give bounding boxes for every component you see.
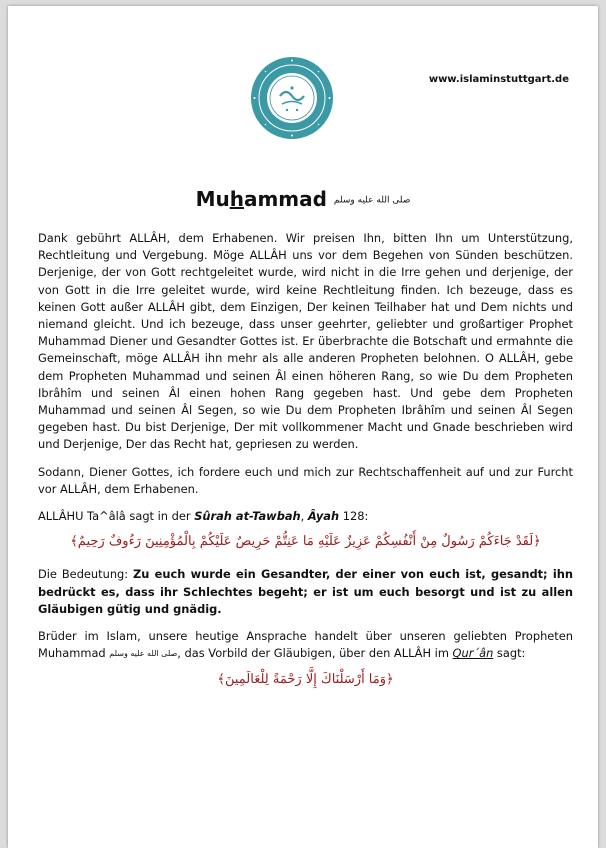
text-span: 128:: [339, 509, 369, 524]
meaning-label: Die Bedeutung:: [38, 567, 134, 582]
title-underlined-letter: h: [229, 187, 244, 211]
page-title: [8, 187, 598, 211]
quran-verse-1: ﴿لَقَدْ جَاءَكُمْ رَسُولٌ مِنْ أَنْفُسِكُمْ عَزِيزٌ عَلَيْهِ مَا عَنِتُّمْ حَرِيصٌ عَلَيْكُمْ بِالْمُؤْمِنِينَ رَءُوفٌ رَحِيمٌ﴾: [70, 534, 541, 550]
meaning-text: Zu euch wurde ein Gesandter, der einer von euch ist, gesandt; ihn bedrückt es, dass ihr Schlechtes begeht; er ist um euch besorgt und ist zu allen Gläubigen gütig und gnädig.: [38, 567, 573, 616]
text-span: sagt:: [493, 646, 526, 661]
title-part: Mu: [195, 187, 230, 211]
text-span: Brüder im Islam, unsere heutige Ansprache handelt über unseren geliebten Propheten Muhammad: [38, 629, 573, 661]
honorific-ligature: صلى الله عليه وسلم: [333, 195, 411, 206]
paragraph-meaning: [38, 566, 573, 618]
ayah-label: Âyah: [307, 509, 340, 524]
paragraph-praise: Dank gebührt ALLÂH, dem Erhabenen. Wir preisen Ihn, bitten Ihn um Unterstützung, Rechtleitung und Vergebung. Möge ALLÂH uns vor dem Begehen von Sünden beschützen. Derjenige, der von Gott rechtgeleitet wurde, wird nicht in die Irre gehen und derjenige, der von Gott in die Irre geleitet wurde, wird keine Rechtleitung finden. Ich bezeuge, dass es keinen Gott außer ALLÂH gibt, dem Einzigen, Der keinen Teilhaber hat und Dem nichts und niemand gleicht. Und ich bezeuge, dass unser geehrter, geliebter und großartiger Prophet Muhammad Diener und Gesandter Gottes ist. Er überbrachte die Botschaft und ermahnte die Gemeinschaft, möge ALLÂH ihn mehr als alle anderen Propheten belohnen. O ALLÂH, gebe dem Propheten Muhammad und seinen Âl einen höheren Rang, so wie Du dem Propheten Ibrâhîm und seinen Âl einen hohen Rang gegeben hast. Und gebe dem Propheten Muhammad und seinen Âl Segen, so wie Du dem Propheten Ibrâhîm und seinen Âl Segen gegeben hast. Du bist Derjenige, Der mit vollkommener Macht und Gnade beschrieben wird und Derjenige, Der das Recht hat, gepriesen zu werden.: [38, 231, 573, 452]
paragraph-exhortation: Sodann, Diener Gottes, ich fordere euch und mich zur Rechtschaffenheit auf und zur Furcht vor ALLÂH, dem Erhabenen.: [38, 464, 573, 496]
surah-name: Sûrah at-Tawbah: [194, 509, 301, 524]
website-url: www.islaminstuttgart.de: [428, 74, 569, 85]
quran-verse-2: ﴿وَمَا أَرْسَلْنَاكَ إِلَّا رَحْمَةً لِلْعَالَمِينَ﴾: [217, 671, 394, 687]
organization-logo: [250, 56, 334, 140]
document-body: [38, 230, 573, 704]
honorific-ligature-small: صلى الله عليه وسلم: [109, 649, 178, 659]
paragraph-topic: [38, 628, 573, 663]
text-span: ALLÂHU Ta^âlâ sagt in der: [38, 509, 195, 524]
text-span: ,: [300, 509, 308, 524]
title-part: ammad: [243, 187, 327, 211]
text-span: , das Vorbild der Gläubigen, über den ALLÂH im: [177, 646, 453, 661]
paragraph-quote-intro: [38, 508, 573, 525]
quran-word: Qur´ân: [452, 646, 494, 661]
document-page: [8, 6, 598, 848]
